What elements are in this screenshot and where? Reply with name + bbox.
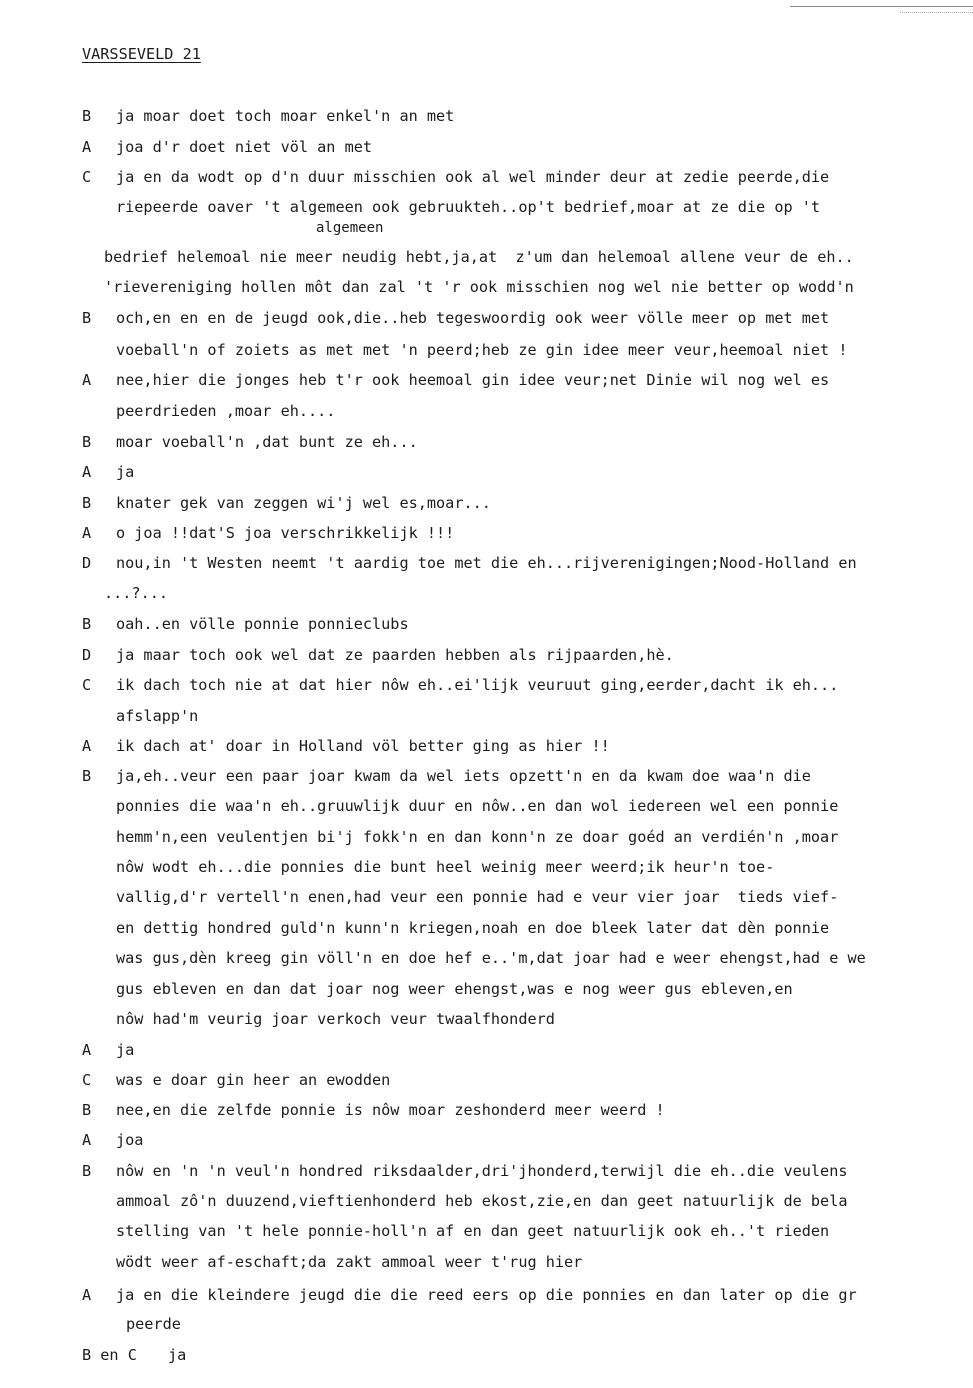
utterance-line: joa d'r doet niet völ an met [116, 138, 373, 156]
utterance-line: ja [168, 1346, 187, 1364]
utterance-line: nee,hier die jonges heb t'r ook heemoal gin idee veur;net Dinie wil nog wel es [116, 371, 830, 389]
speaker-label: C [82, 1071, 92, 1089]
utterance-line: 'rievereniging hollen môt dan zal 't 'r ook misschien nog wel nie better op wodd'n [104, 278, 854, 296]
speaker-label: B [82, 433, 92, 451]
speaker-label: A [82, 1131, 92, 1149]
utterance-line: gus ebleven en dan dat joar nog weer ehengst,was e nog weer gus ebleven,en [116, 980, 793, 998]
utterance-line: joa [116, 1131, 144, 1149]
utterance-line: knater gek van zeggen wi'j wel es,moar... [116, 494, 491, 512]
speaker-label: A [82, 1041, 92, 1059]
utterance-line: en dettig hondred guld'n kunn'n kriegen,noah en doe bleek later dat dèn ponnie [116, 919, 830, 937]
speaker-label: A [82, 138, 92, 156]
speaker-label: D [82, 554, 92, 572]
utterance-line: ...?... [104, 584, 169, 602]
utterance-line: och,en en en de jeugd ook,die..heb tegeswoordig ook weer völle meer op met met [116, 309, 830, 327]
utterance-line: riepeerde oaver 't algemeen ook gebruukteh..op't bedrief,moar at ze die op 't [116, 198, 821, 216]
utterance-line: algemeen [316, 220, 384, 236]
utterance-line: ammoal zô'n duuzend,vieftienhonderd heb ekost,zie,en dan geet natuurlijk de bela [116, 1192, 848, 1210]
utterance-line: voeball'n of zoiets as met met 'n peerd;heb ze gin idee meer veur,heemoal niet ! [116, 341, 848, 359]
utterance-line: stelling van 't hele ponnie-holl'n af en dan geet natuurlijk ook eh..'t rieden [116, 1222, 830, 1240]
speaker-label: B [82, 615, 92, 633]
utterance-line: ja [116, 1041, 135, 1059]
speaker-label: C [82, 168, 92, 186]
speaker-label: B [82, 767, 92, 785]
utterance-line: moar voeball'n ,dat bunt ze eh... [116, 433, 418, 451]
speaker-label: D [82, 646, 92, 664]
speaker-label: A [82, 1286, 92, 1304]
speaker-label: B [82, 309, 92, 327]
utterance-line: nee,en die zelfde ponnie is nôw moar zeshonderd meer weerd ! [116, 1101, 665, 1119]
utterance-line: ja,eh..veur een paar joar kwam da wel iets opzett'n en da kwam doe waa'n die [116, 767, 811, 785]
utterance-line: afslapp'n [116, 707, 199, 725]
utterance-line: nôw had'm veurig joar verkoch veur twaalfhonderd [116, 1010, 555, 1028]
utterance-line: ja maar toch ook wel dat ze paarden hebben als rijpaarden,hè. [116, 646, 674, 664]
utterance-line: peerde [126, 1315, 181, 1333]
top-edge-dots [900, 12, 973, 13]
top-edge-rule [790, 6, 973, 7]
speaker-label: A [82, 524, 92, 542]
speaker-label: A [82, 737, 92, 755]
utterance-line: ja [116, 463, 135, 481]
speaker-label: B [82, 494, 92, 512]
utterance-line: was gus,dèn kreeg gin völl'n en doe hef e..'m,dat joar had e weer ehengst,had e we [116, 949, 866, 967]
utterance-line: vallig,d'r vertell'n enen,had veur een ponnie had e veur vier joar tieds vief- [116, 888, 839, 906]
utterance-line: hemm'n,een veulentjen bi'j fokk'n en dan konn'n ze doar goéd an verdién'n ,moar [116, 828, 839, 846]
utterance-line: ja en da wodt op d'n duur misschien ook al wel minder deur at zedie peerde,die [116, 168, 830, 186]
utterance-line: ja moar doet toch moar enkel'n an met [116, 107, 455, 125]
utterance-line: was e doar gin heer an ewodden [116, 1071, 391, 1089]
utterance-line: ja en die kleindere jeugd die die reed eers op die ponnies en dan later op die gr [116, 1286, 857, 1304]
utterance-line: nôw en 'n 'n veul'n hondred riksdaalder,dri'jhonderd,terwijl die eh..die veulens [116, 1162, 848, 1180]
utterance-line: wödt weer af-eschaft;da zakt ammoal weer t'rug hier [116, 1253, 583, 1271]
utterance-line: ik dach toch nie at dat hier nôw eh..ei'lijk veuruut ging,eerder,dacht ik eh... [116, 676, 839, 694]
utterance-line: bedrief helemoal nie meer neudig hebt,ja,at z'um dan helemoal allene veur de eh.. [104, 248, 854, 266]
page-title: VARSSEVELD 21 [82, 45, 201, 63]
speaker-label: A [82, 463, 92, 481]
utterance-line: ponnies die waa'n eh..gruuwlijk duur en nôw..en dan wol iedereen wel een ponnie [116, 797, 839, 815]
speaker-label: B [82, 107, 92, 125]
speaker-label: B en C [82, 1346, 137, 1364]
utterance-line: peerdrieden ,moar eh.... [116, 402, 336, 420]
utterance-line: oah..en völle ponnie ponnieclubs [116, 615, 409, 633]
speaker-label: B [82, 1101, 92, 1119]
utterance-line: nôw wodt eh...die ponnies die bunt heel weinig meer weerd;ik heur'n toe- [116, 858, 775, 876]
utterance-line: o joa !!dat'S joa verschrikkelijk !!! [116, 524, 455, 542]
speaker-label: A [82, 371, 92, 389]
speaker-label: B [82, 1162, 92, 1180]
speaker-label: C [82, 676, 92, 694]
utterance-line: nou,in 't Westen neemt 't aardig toe met die eh...rijverenigingen;Nood-Holland en [116, 554, 857, 572]
utterance-line: ik dach at' doar in Holland völ better ging as hier !! [116, 737, 610, 755]
